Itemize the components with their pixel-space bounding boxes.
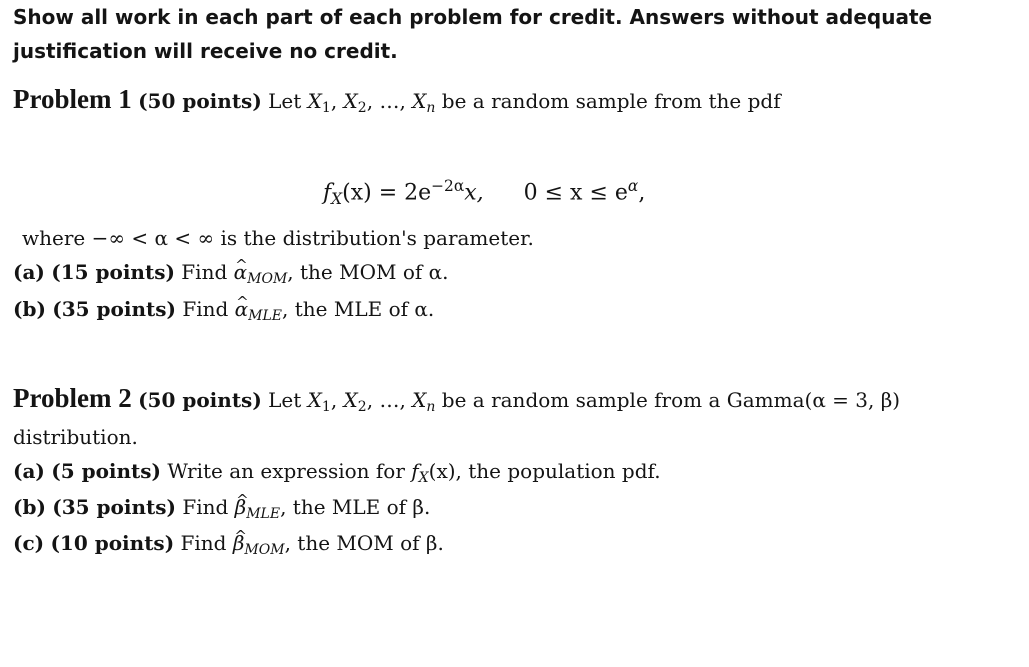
p2-part-c-sub: MOM xyxy=(244,542,285,559)
p2-part-c-symbol: ^ β xyxy=(233,530,245,556)
p2-part-b-text1: Find xyxy=(182,495,229,519)
problem-2-part-a xyxy=(13,458,661,491)
problem-2-xn: X xyxy=(412,388,427,412)
problem-2-ellipsis: … xyxy=(379,388,400,412)
problem-2-x1-sub: 1 xyxy=(321,399,331,416)
problem-1-points: (50 points) xyxy=(138,89,262,113)
pdf-equation xyxy=(323,172,645,213)
problem-2-title: Problem 2 xyxy=(13,383,132,413)
p1-part-b-label: (b) xyxy=(13,297,46,321)
p2-part-a-f: f xyxy=(411,459,419,483)
problem-2-intro: Problem 2 (50 points) Let $X_1$, $X_2$, …, $X_n$ be a random sample from a Gamma(α = 3, β) xyxy=(13,383,901,416)
p1-part-b-sub: MLE xyxy=(248,308,283,325)
problem-1-xn: X xyxy=(412,89,427,113)
pdf-rhs: x, xyxy=(464,180,484,206)
p1-part-b-text1: Find xyxy=(182,297,229,321)
p2-part-c-text1: Find xyxy=(180,531,227,555)
p2-part-a-label: (a) xyxy=(13,459,45,483)
p2-part-c-text2: , the MOM of β. xyxy=(284,531,444,555)
problem-2-x2-sub: 2 xyxy=(357,399,367,416)
parameter-description: where −∞ < α < ∞ is the distribution's parameter. xyxy=(22,226,534,250)
p1-part-a-points: (15 points) xyxy=(51,260,175,284)
p1-part-a-label: (a) xyxy=(13,260,45,284)
problem-1-x1: X xyxy=(307,89,322,113)
pdf-support-exp: α xyxy=(627,177,639,195)
problem-2-part-b xyxy=(13,494,430,527)
problem-2-x2: X xyxy=(343,388,358,412)
problem-2-points: (50 points) xyxy=(138,388,262,412)
pdf-arg: (x) = 2e xyxy=(342,180,432,206)
instructions-line-2: justification will receive no credit. xyxy=(13,39,398,63)
problem-2-x1: X xyxy=(307,388,322,412)
pdf-end: , xyxy=(638,180,646,206)
problem-1-title: Problem 1 xyxy=(13,84,132,114)
p2-part-b-symbol: ^ β xyxy=(235,494,247,520)
p1-part-a-sub: MOM xyxy=(247,271,288,288)
pdf-exponent: −2α xyxy=(431,177,465,195)
pdf-f: f xyxy=(323,180,332,206)
problem-1-intro-end: be a random sample from the pdf xyxy=(441,89,781,113)
p1-part-b-points: (35 points) xyxy=(52,297,176,321)
problem-1-xn-sub: n xyxy=(426,100,436,117)
instructions-line-1: Show all work in each part of each problem for credit. Answers without adequate xyxy=(13,5,933,29)
pdf-support: 0 ≤ x ≤ e xyxy=(523,180,628,206)
p2-part-b-label: (b) xyxy=(13,495,46,519)
problem-2-xn-sub: n xyxy=(426,399,436,416)
p2-part-a-text1: Write an expression for xyxy=(167,459,405,483)
problem-1-x1-sub: 1 xyxy=(321,100,331,117)
p2-part-b-text2: , the MLE of β. xyxy=(280,495,431,519)
problem-1-x2: X xyxy=(343,89,358,113)
problem-2-part-c xyxy=(13,530,444,563)
problem-1-ellipsis: … xyxy=(379,89,400,113)
p1-part-a-symbol: ^ α xyxy=(234,259,248,285)
p2-part-a-fsub: X xyxy=(418,470,429,487)
p1-part-a-text1: Find xyxy=(181,260,228,284)
problem-1-intro: Problem 1 (50 points) Let $X_1$, $X_2$, …, $X_n$ be a random sample from the pdf xyxy=(13,84,781,117)
problem-2-intro-text: Let xyxy=(268,388,302,412)
pdf-f-sub: X xyxy=(331,190,343,209)
p2-part-a-points: (5 points) xyxy=(51,459,162,483)
p2-part-b-points: (35 points) xyxy=(52,495,176,519)
p1-part-a-text2: , the MOM of α. xyxy=(287,260,449,284)
p2-part-a-text2: (x), the population pdf. xyxy=(428,459,661,483)
problem-1-x2-sub: 2 xyxy=(357,100,367,117)
p1-part-b-text2: , the MLE of α. xyxy=(282,297,435,321)
problem-2-intro-end: be a random sample from a Gamma(α = 3, β) xyxy=(441,388,901,412)
p2-part-b-sub: MLE xyxy=(246,506,281,523)
p2-part-c-label: (c) xyxy=(13,531,45,555)
p1-part-b-symbol: ^ α xyxy=(235,296,249,322)
problem-1-part-b xyxy=(13,296,434,329)
problem-1-intro-text: Let xyxy=(268,89,302,113)
problem-2-intro-line-2: distribution. xyxy=(13,425,138,449)
problem-1-part-a xyxy=(13,259,449,292)
p2-part-c-points: (10 points) xyxy=(50,531,175,555)
